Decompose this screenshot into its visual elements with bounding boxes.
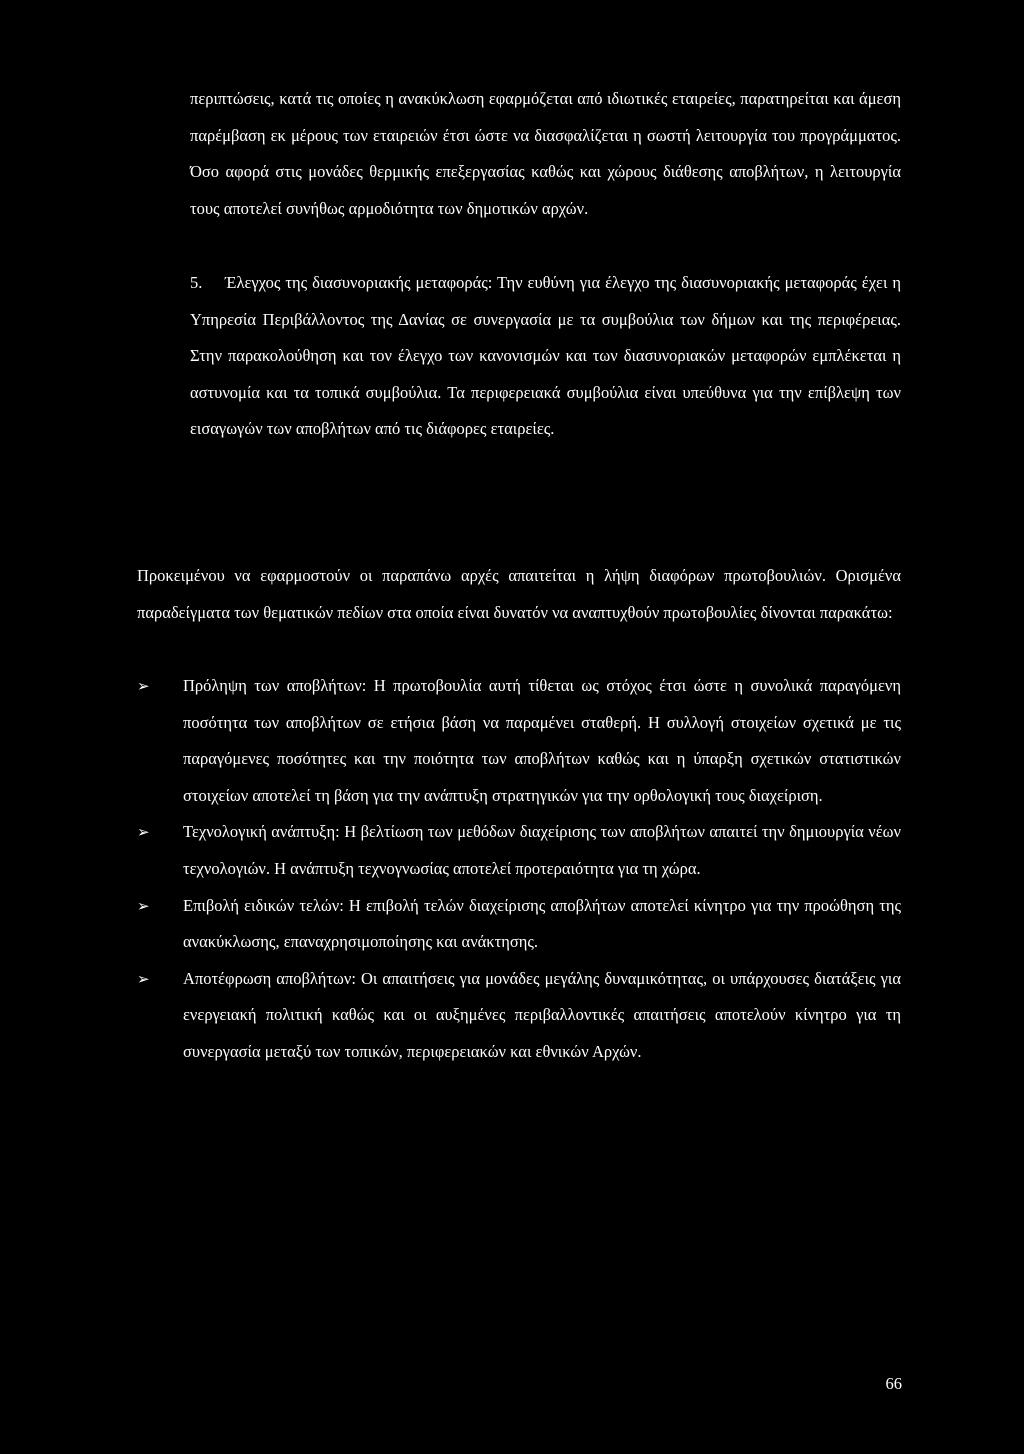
bullet-item-technological-development: [137, 814, 901, 887]
continued-paragraph: περιπτώσεις, κατά τις οποίες η ανακύκλωση εφαρμόζεται από ιδιωτικές εταιρείες, παρατηρείται και άμεση παρέμβαση εκ μέρους των εταιρειών έτσι ώστε να διασφαλίζεται η σωστή λειτουργία του προγράμματος. Όσο αφορά στις μονάδες θερμικής επεξεργασίας καθώς και χώρους διάθεσης αποβλήτων, η λειτουργία τους αποτελεί συνήθως αρμοδιότητα των δημοτικών αρχών.: [190, 89, 901, 218]
bullet-text: Πρόληψη των αποβλήτων: Η πρωτοβουλία αυτή τίθεται ως στόχος έτσι ώστε η συνολικά παραγόμενη ποσότητα των αποβλήτων σε ετήσια βάση να παραμένει σταθερή. Η συλλογή στοιχείων σχετικά με τις παραγόμενες ποσότητες και την ποιότητα των αποβλήτων καθώς και η ύπαρξη σχετικών στατιστικών στοιχείων αποτελεί τη βάση για την ανάπτυξη στρατηγικών για την ορθολογική τους διαχείριση.: [183, 676, 901, 805]
arrow-bullet-icon: ➢: [137, 823, 150, 842]
arrow-bullet-icon: ➢: [137, 677, 150, 695]
bullet-item-special-fees: [137, 888, 901, 961]
arrow-bullet-icon: ➢: [137, 896, 150, 915]
bullet-text: Επιβολή ειδικών τελών: Η επιβολή τελών διαχείρισης αποβλήτων αποτελεί κίνητρο για την προώθηση της ανακύκλωσης, επαναχρησιμοποίησης και ανάκτησης.: [183, 895, 901, 952]
arrow-bullet-icon: ➢: [137, 969, 150, 988]
intro-paragraph: Προκειμένου να εφαρμοστούν οι παραπάνω αρχές απαιτείται η λήψη διαφόρων πρωτοβουλιών. Ορισμένα παραδείγματα των θεματικών πεδίων στα οποία είναι δυνατόν να αναπτυχθούν πρωτοβουλίες δίνονται παρακάτω:: [137, 566, 901, 622]
bullet-text: Τεχνολογική ανάπτυξη: Η βελτίωση των μεθόδων διαχείρισης των αποβλήτων απαιτεί την δημιουργία νέων τεχνολογιών. Η ανάπτυξη τεχνογνωσίας αποτελεί προτεραιότητα για τη χώρα.: [183, 822, 901, 878]
bullet-item-incineration: [137, 961, 901, 1071]
numbered-item-5: [190, 265, 901, 448]
bullet-item-waste-prevention: [137, 668, 901, 814]
bullet-text: Αποτέφρωση αποβλήτων: Οι απαιτήσεις για μονάδες μεγάλης δυναμικότητας, οι υπάρχουσες διατάξεις για ενεργειακή πολιτική καθώς και οι αυξημένες περιβαλλοντικές απαιτήσεις αποτελούν κίνητρο για τη συνεργασία μεταξύ των τοπικών, περιφερειακών και εθνικών Αρχών.: [183, 968, 901, 1061]
numbered-item-text: Έλεγχος της διασυνοριακής μεταφοράς: Την ευθύνη για έλεγχο της διασυνοριακής μεταφοράς έχει η Υπηρεσία Περιβάλλοντος της Δανίας σε συνεργασία με τα συμβούλια των δήμων και της περιφέρειας. Στην παρακολούθηση και τον έλεγχο των κανονισμών και των διασυνοριακών μεταφορών εμπλέκεται η αστυνομία και τα τοπικά συμβούλια. Τα περιφερειακά συμβούλια είναι υπεύθυνα για την επίβλεψη των εισαγωγών των αποβλήτων από τις διάφορες εταιρείες.: [190, 273, 901, 439]
bullet-list: [137, 668, 901, 1071]
item-number: 5.: [190, 273, 203, 292]
page-number: 66: [885, 1374, 902, 1393]
